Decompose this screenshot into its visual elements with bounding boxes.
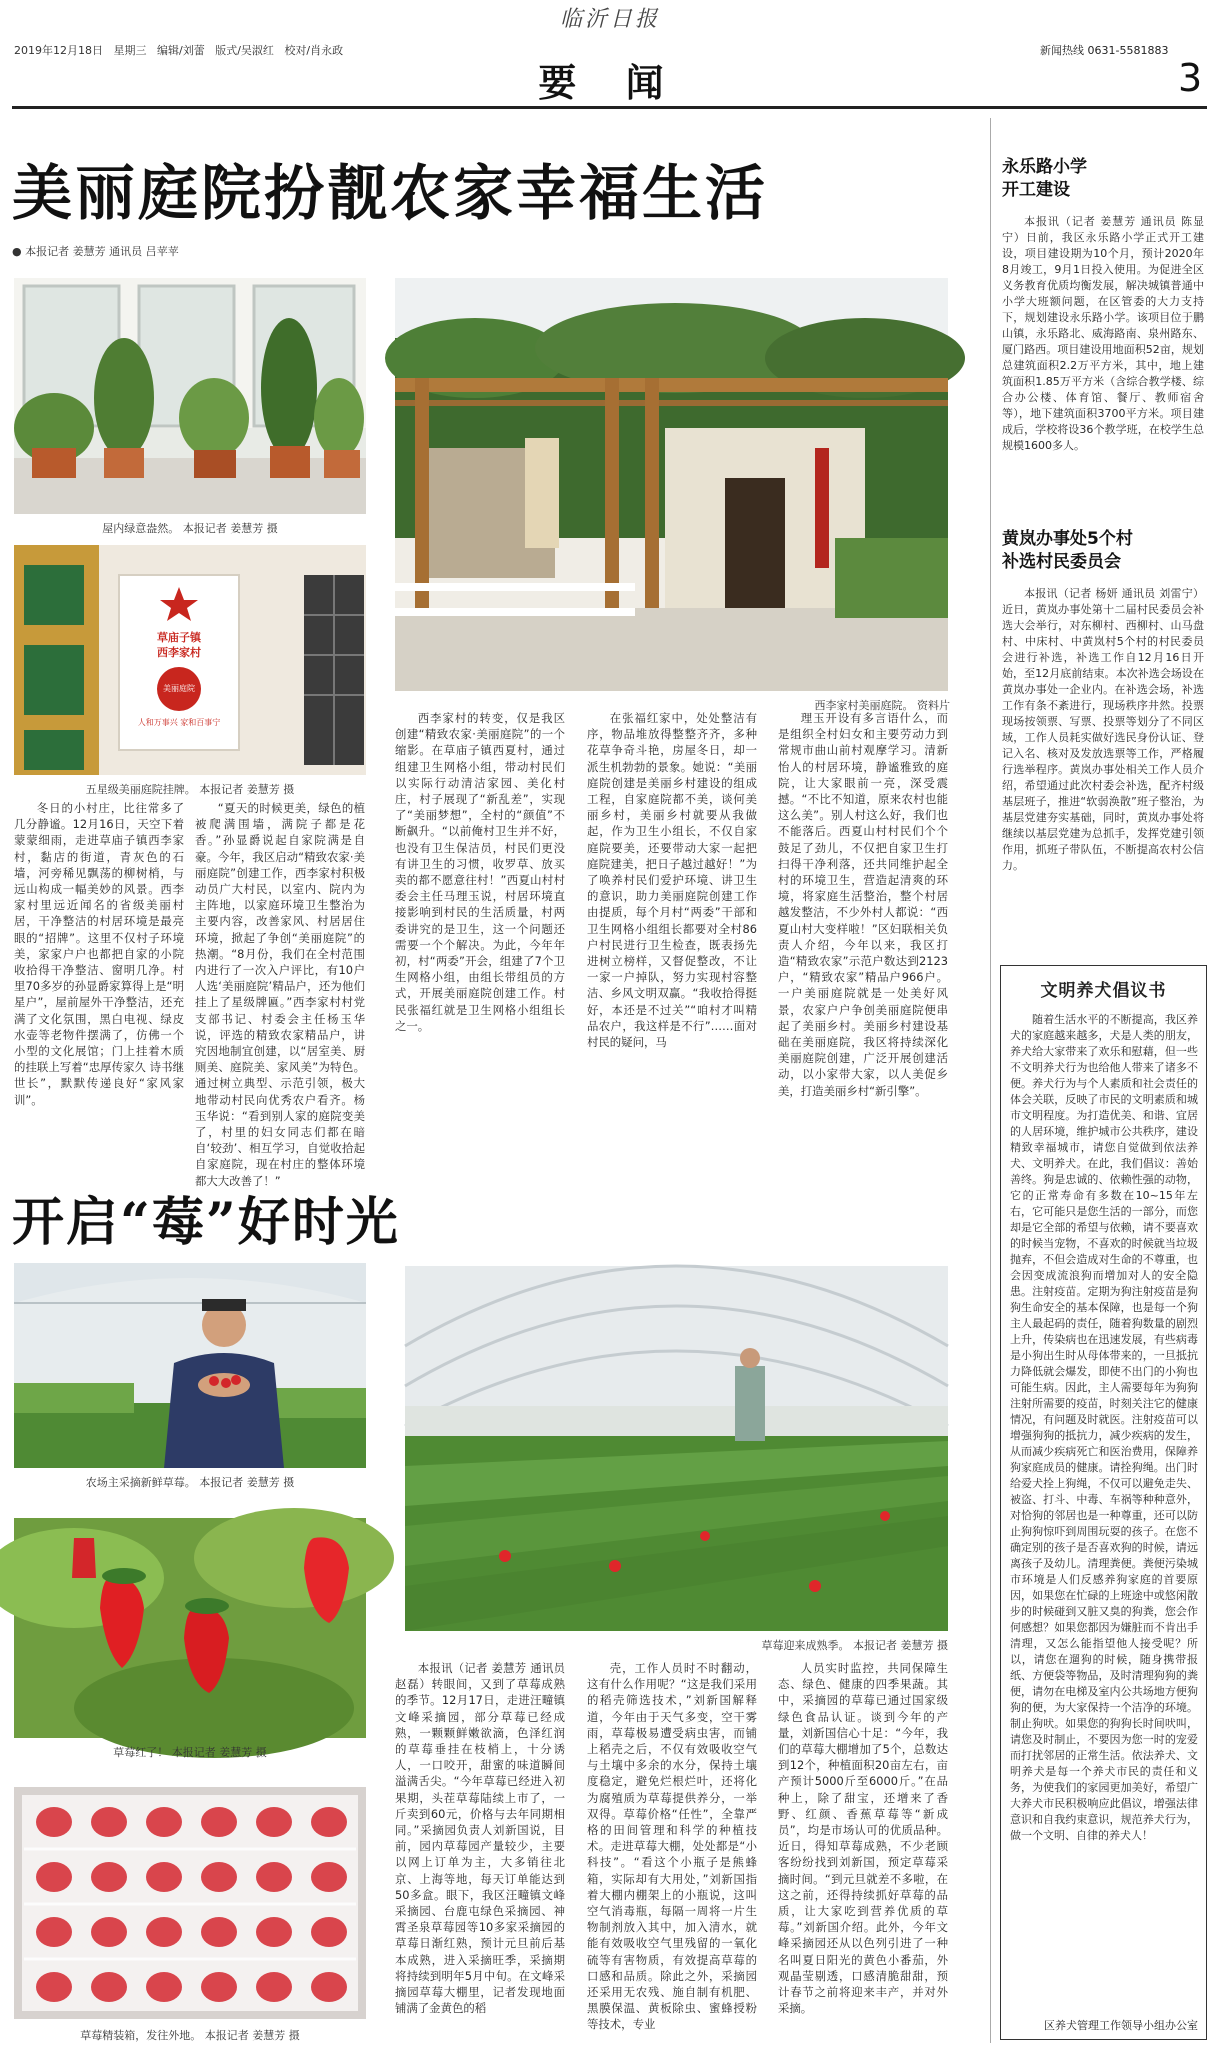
sidebar-news1-text: 本报讯（记者 姜慧芳 通讯员 陈显宁）日前，我区永乐路小学正式开工建设，项目建设期为10个月，预计2020年8月竣工，9月1日投入使用。为促进全区义务教育优质均衡发展，解决城镇普通中小学大班额问题，在区管委的大力支持下，规划建设永乐路小学。该项目位于鹏山镇，永乐路北、威海路南、泉州路东、厦门路西。项目建设用地面积52亩，规划总建筑面积2.2万平方米，其中，地上建筑面积1.85万平方米（含综合教学楼、综合办公楼、体育馆、餐厅、教师宿舍等），地下建筑面积3700平方米。项目建成后，学校将设36个教学班，在校学生总规模1600多人。	[1002, 215, 1204, 452]
article1-col2-text: “夏天的时候更美，绿色的植被爬满围墙，满院子都是花香。”孙显爵说起自家院满是自豪。今年，我区启动“精致农家·美丽庭院”创建工作，西李家村积极动员广大村民，以室内、院内为主阵地，以家庭环境卫生整治为主要内容，改善家风、村居居住环境，掀起了争创“美丽庭院”的热潮。“8月份，我们在全村范围内进行了一次入户评比，有10户人选‘美丽庭院’精品户，还为他们挂上了星级牌匾。”西李家村村党支部书记、村委会主任杨玉华说，评选的精致农家精品户，讲究因地制宜创建，以“居室美、厨厕美、庭院美、家风美”为特色。通过树立典型、示范引领，极大地带动村民向优秀农户看齐。杨玉华说：“看到别人家的庭院变美了，村里的妇女同志们都在暗自‘较劲’、相互学习，自觉收拾起自家庭院，现在村庄的整体环境都大大改善了！”	[195, 801, 365, 1188]
honor-plaque-image	[14, 545, 366, 775]
sidebar-divider	[990, 118, 991, 2043]
greenhouse-image	[405, 1266, 948, 1631]
byline-dot-icon: ●	[12, 245, 22, 258]
article1-col2	[195, 800, 365, 1188]
sidebar-news1-title	[1002, 156, 1202, 202]
sidebar-news1-title-line2: 开工建设	[1002, 180, 1070, 200]
sidebar-news2-title	[1002, 528, 1207, 574]
article1-col3-text: 西李家村的转变，仅是我区创建“精致农家·美丽庭院”的一个缩影。在草庙子镇西夏村，通过组建卫生网格小组，带动村民们以实际行动清洁家园、美化村庄，村子展现了“新乱差”，实现了“美丽梦想”，全村的“颜值”不断飙升。“以前俺村卫生并不好，也没有卫生保洁员，村民们更没有讲卫生的习惯，收罗草、放买卖的都不愿意往村！”西夏山村村委会主任马理玉说，村居环境直接影响到村民的生活质量，村两委讲究的是卫生，这一个问题还需要一个个解决。为此，今年年初，村“两委”开会，组建了7个卫生网格小组，由组长带组员的方式，开展美丽庭院创建工作。村民张福红就是卫生网格小组组长之一。	[395, 711, 565, 1033]
page-number: 3	[1178, 56, 1203, 100]
article1-col5-text: 理玉开设有多言语什么，而是组织全村妇女和主要劳动力到常规市曲山前村观摩学习。清新怡人的村居环境，静谧雅致的庭院，让大家眼前一亮，深受震撼。“不比不知道，原来农村也能这么美”。别人村这么好，我们也不能落后。西夏山村村民们个个鼓足了劲儿，不仅把自家卫生打扫得干净利落，还共同维护起全村的环境卫生，营造起清爽的环境，将家庭生活整治，整个村居越发整洁，不少外村人都说：“西夏山村大变样啦！”区妇联相关负责人介绍，今年以来，我区打造“精致农家”示范户数达到2123户，“精致农家”精品户966户。一户美丽庭院就是一处美好风景，农家户户争创美丽庭院便串起了美丽乡村。美丽乡村建设基础在美丽庭院，我区将持续深化美丽庭院创建，广泛开展创建活动，以小家带大家，以人美促乡美，打造美丽乡村“新引擎”。	[778, 711, 948, 1098]
caption-plaque: 五星级美丽庭院挂牌。 本报记者 姜慧芳 摄	[85, 783, 295, 796]
dog-notice-box	[1000, 965, 1207, 2040]
caption-packed: 草莓精装箱，发往外地。 本报记者 姜慧芳 摄	[80, 2029, 300, 2042]
caption-strawberries: 草莓红了！ 本报记者 姜慧芳 摄	[113, 1746, 267, 1759]
windowsill-plants-image	[14, 278, 366, 514]
article1-title: 美丽庭院扮靓农家幸福生活	[12, 159, 768, 229]
photo-farmer-strawberries	[14, 1263, 366, 1468]
article1-byline	[12, 243, 179, 259]
section-title: 要 闻	[538, 60, 682, 105]
news-hotline: 新闻热线 0631-5581883	[1040, 44, 1169, 57]
article1-col5	[778, 710, 948, 1160]
article2-col2-text: 壳，工作人员时不时翻动，这有什么作用呢？“这是我们采用的稻壳筛选技术，”刘新国解释道，今年由于天气多变，空干雾雨，草莓极易遭受病虫害，而铺上稻壳之后，不仅有效吸收空气与土壤中多余的水分，保持土壤度稳定，避免烂根烂叶，还将化为腐殖质为草莓提供养分，一举双得。草莓价格“任性”，全靠严格的田间管理和科学的种植技术。走进草莓大棚，处处都是“小科技”。“看这个小瓶子是熊蜂箱，实际却有大用处，”刘新国指着大棚内棚架上的小瓶说，这叫空气消毒瓶，每隔一周将一片生物制剂放入其中，加入清水，就能有效吸收空气里残留的一氧化硫等有害物质，有效提高草莓的口感和品质。除此之外，采摘园还采用无农残、施自制有机肥、黑膜保温、黄板除虫、蜜蜂授粉等技术，专业	[587, 1661, 757, 2032]
article2-col3	[778, 1660, 948, 2050]
plaque-text-line2: 西李家村	[157, 646, 201, 659]
photo-windowsill-plants	[14, 278, 366, 514]
article1-col4	[587, 710, 757, 1160]
courtyard-pergola-image	[395, 278, 948, 691]
caption-farmer: 农场主采摘新鲜草莓。 本报记者 姜慧芳 摄	[85, 1476, 295, 1489]
article1-byline-text: 本报记者 姜慧芳 通讯员 吕苹苹	[25, 245, 179, 258]
photo-strawberries-closeup	[14, 1518, 366, 1738]
article2-title: 开启“莓”好时光	[12, 1192, 400, 1253]
sidebar-news1-title-line1: 永乐路小学	[1002, 157, 1087, 177]
photo-packed-strawberries	[14, 1787, 366, 2019]
article2-col1	[395, 1660, 565, 2050]
plaque-badge: 美丽庭院	[157, 667, 201, 711]
dog-notice-signature: 区养犬管理工作领导小组办公室	[1044, 2019, 1198, 2032]
article2-col1-text: 本报讯（记者 姜慧芳 通讯员 赵磊）转眼间，又到了草莓成熟的季节。12月17日，走进汪疃镇文峰采摘园，部分草莓已经成熟，一颗颗鲜嫩欲滴，色泽红润的草莓垂挂在枝梢上，十分诱人，一口咬开，甜蜜的味道瞬间溢满舌尖。“今年草莓已经进入初果期，头茬草莓陆续上市了，一斤卖到60元，价格与去年同期相同。”采摘园负责人刘新国说，目前，园内草莓园产量较少，主要以网上订单为主，大多销往北京、上海等地，每天订单能达到50多盒。眼下，我区汪疃镇文峰采摘园、台鹿屯绿色采摘园、神霄圣泉草莓园等10多家采摘园的草莓日渐红熟，预计元旦前后基本成熟，进入采摘旺季，采摘期将持续到明年5月中旬。在文峰采摘园草莓大棚里，记者发现地面铺满了金黄色的稻	[395, 1661, 565, 2016]
photo-honor-plaque	[14, 545, 366, 775]
sidebar-news2-text: 本报讯（记者 杨妍 通讯员 刘雷宁）近日，黄岚办事处第十二届村民委员会补选大会举行，对东柳村、西柳村、山马盘村、中床村、中黄岚村5个村的村民委员会进行补选，补选工作自12月16日开始，至12月底前结束。本次补选会场设在黄岚办事处一企业内。在补选会场，补选工作有条不紊进行，现场秩序井然。投票现场按领票、写票、投票等划分了不同区域，工作人员耗实做好选民身份认证、登记入名、核对及发放选票等工作，严格履行选举程序。黄岚办事处相关工作人员介绍，希望通过此次村委会补选，配齐村级基层班子，推进“软弱涣散”班子整治，为基层党建夯实基础，同时，黄岚办事处将继续以基层党建为总抓手，发挥党建引领作用，抓班子带队伍，不断提高农村公信力。	[1002, 587, 1204, 872]
photo-courtyard-pergola	[395, 278, 948, 691]
header-meta	[14, 42, 343, 58]
plaque-small-text: 人和万事兴 家和百事宁	[137, 718, 221, 727]
sidebar-news2-title-line2: 补选村民委员会	[1002, 552, 1121, 572]
header-rule	[12, 106, 1207, 109]
header-editor: 编辑/刘蕾	[157, 44, 205, 57]
masthead	[0, 0, 1217, 118]
photo-strawberry-greenhouse	[405, 1266, 948, 1631]
header-layout: 版式/吴淑红	[215, 44, 274, 57]
article1-col1-text: 冬日的小村庄，比往常多了几分静谧。12月16日，天空下着蒙蒙细雨，走进草庙子镇西李家村，黏店的街道，青灰色的石墙，河旁稀见飘荡的柳树梢，与远山构成一幅美妙的风景。西李家村里远近闻名的省级美丽村居，干净整洁的村居环境是最亮眼的“招牌”。这里不仅村子环境美，家家户户也都把自家的小院收拾得干净整洁、窗明几净。村里70多岁的孙显爵家算得上是“明星户”，屋前屋外干净整洁，还充满了文化氛围，黑白电视、绿皮水壶等老物件摆满了，仿佛一个小型的文化展馆；门上挂着木质的挂联上写着“忠厚传家久 诗书继世长”，默默传递良好“家风家训”。	[14, 801, 184, 1107]
sidebar-news1-body	[1002, 214, 1204, 512]
dog-notice-title: 文明养犬倡议书	[1040, 981, 1167, 1001]
header-date: 2019年12月18日	[14, 44, 103, 57]
dog-notice-text: 随着生活水平的不断提高，我区养犬的家庭越来越多，犬是人类的朋友，养犬给大家带来了欢乐和慰藉，但一些不文明养犬行为也给他人带来了诸多不便。养犬行为与个人素质和社会责任的体会关联，反映了市民的文明素质和城市文明程度。为打造优美、和谐、宜居的人居环境，维护城市公共秩序，建设精致幸福城市，请您自觉做到依法养犬、文明养犬。在此，我们倡议：善始善终。狗是忠诚的、依赖性强的动物，它的正常寿命有多数在10~15年左右，它可能只是您生活的一部分，而您却是它全部的希望与依赖，请不要喜欢的时候当宠物，不喜欢的时候就当垃圾抛弃，不但会造成对生命的不尊重，也会因变成流浪狗而增加对人的安全隐患。注射疫苗。定期为狗注射疫苗是狗狗生命安全的基本保障，也是每一个狗主人最起码的责任，随着狗数量的剧烈上升，传染病也在迅速发展，有些病毒是小狗出生时从母体带来的，一旦抵抗力降低就会爆发，即使不出门的小狗也可能生病。因此，主人需要每年为狗狗注射所需要的疫苗，时刻关注它的健康情况，有问题及时就医。注射疫苗可以增强狗狗的抵抗力，减少疾病的发生，从而减少疾病死亡和医治费用，保障养狗家庭成员的健康。请拴狗绳。出门时给爱犬拴上狗绳，不仅可以避免走失、被盗、打斗、中毒、车祸等种种意外，对恰狗的邻居也是一种尊重，还可以防止狗狗惊吓到周围玩耍的孩子。在您不确定别的孩子是否喜欢狗的时候，请远离孩子及幼儿。清理粪便。粪便污染城市环境是人们反感养狗家庭的首要原因，如果您在忙碌的上班途中或悠闲散步的时候碰到又脏又臭的狗粪，您会作何感想？如果您都因为嫌脏而不肯出手清理，又怎么能指望他人接受呢？所以，请您在遛狗的时候，随身携带报纸、方便袋等物品，及时清理狗狗的粪便，请勿在电梯及室内公共场地方便狗狗的便，为大家保持一个洁净的环境。制止狗吠。如果您的狗狗长时间吠叫，请您及时制止，不要因为您一时的宠爱而打扰邻居的正常生活。依法养犬、文明养犬是每一个养犬市民的责任和义务，为使我们的家园更加美好，希望广大养犬市民积极响应此倡议，增强法律意识和自我约束意识，规范养犬行为，做一个文明、自律的养犬人！	[1010, 1013, 1198, 1842]
dog-notice-body	[1010, 1012, 1198, 2016]
article2-col3-text: 人员实时监控，共同保障生态、绿色、健康的四季果蔬。其中，采摘园的草莓已通过国家级绿色食品认证。谈到今年的产量，刘新国信心十足：“今年，我们的草莓大棚增加了5个，总数达到12个，种植面积20亩左右，亩产预计5000斤至6000斤。”在品种上，除了甜宝，还增来了香野、红颜、香蕉草莓等“新成员”，均是市场认可的优质品种。近日，得知草莓成熟，不少老顾客纷纷找到刘新国，预定草莓采摘时间。“到元旦就差不多啦，在这之前，还得持续抓好草莓的品质，让大家吃到营养优质的草莓。”刘新国介绍。此外，今年文峰采摘园还从以色列引进了一种名叫夏日阳光的黄色小番茄，外观晶莹剔透，口感清脆甜甜，预计春节之前将迎来丰产，并对外采摘。	[778, 1661, 948, 2016]
article1-col3	[395, 710, 565, 1160]
header-proof: 校对/肖永政	[284, 44, 344, 57]
packed-strawberries-image	[14, 1787, 366, 2019]
caption-courtyard: 西李家村美丽庭院。 资料片	[814, 699, 950, 712]
farmer-image	[14, 1263, 366, 1468]
header-weekday: 星期三	[113, 44, 147, 57]
caption-greenhouse: 草莓迎来成熟季。 本报记者 姜慧芳 摄	[761, 1639, 948, 1652]
article1-col4-text: 在张福红家中，处处整洁有序，物品堆放得整整齐齐，多种花草争奇斗艳，房屋冬日，却一派生机勃勃的景象。她说：“美丽庭院创建是美丽乡村建设的组成工程，自家庭院都不美，谈何美丽乡村，美丽乡村就要从我做起，作为卫生小组长，不仅自家庭院要美，还要带动大家一起把庭院建美，把日子越过越好！”为了唤养村民们爱护环境、讲卫生的意识，助力美丽庭院创建工作由提质，每个月村“两委”干部和卫生网格小组组长都要对全村86户村民进行卫生检查，既表扬先进树立榜样，又督促整改，不让一家一户掉队，努力实现村容整洁、乡风文明双赢。“我收拾得挺好，本还是不过关”“咱村才叫精品农户，我这样是不行”……面对村民的疑问，马	[587, 711, 757, 1050]
sidebar-news2-title-line1: 黄岚办事处5个村	[1002, 529, 1133, 549]
strawberries-closeup-image	[14, 1518, 366, 1738]
article2-col2	[587, 1660, 757, 2050]
newspaper-logo: 临沂日报	[559, 7, 660, 32]
plaque-text-line1: 草庙子镇	[157, 631, 201, 644]
caption-windowsill: 屋内绿意盎然。 本报记者 姜慧芳 摄	[102, 522, 278, 535]
sidebar-news2-body	[1002, 586, 1204, 946]
article1-col1	[14, 800, 184, 1160]
